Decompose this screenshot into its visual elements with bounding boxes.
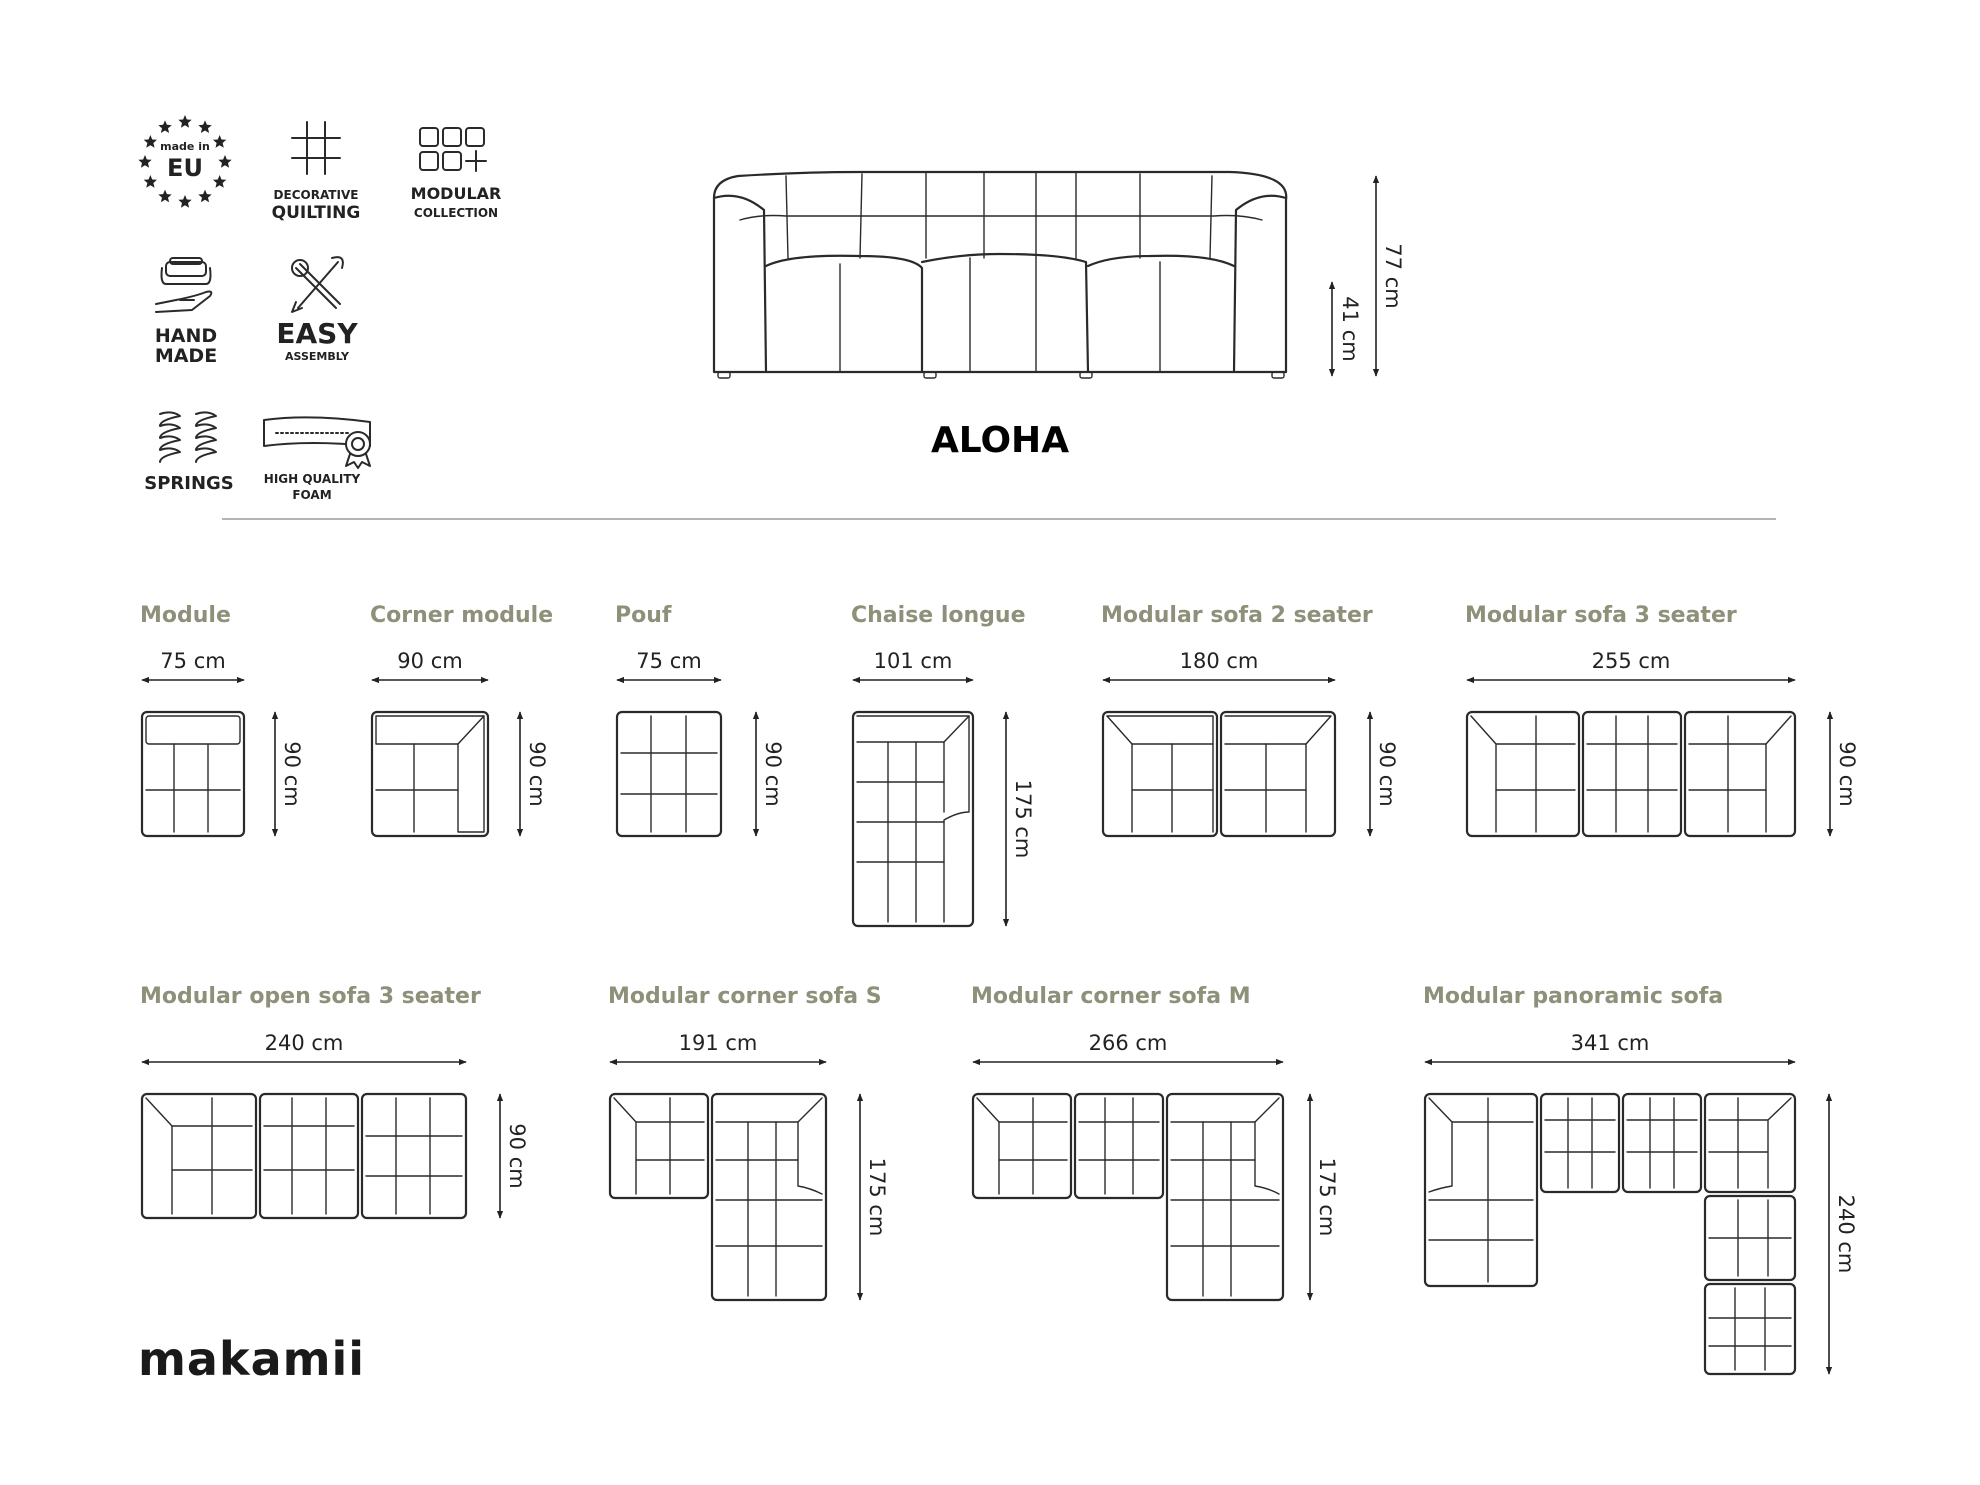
eu-star [158,190,171,203]
makamii-logo: makamii [138,1332,366,1386]
variant-module [140,603,304,836]
variant-pouf [615,603,785,836]
eu-star [198,190,211,203]
eu-star [198,120,211,133]
variant-sofa-3-seater-plan [1467,712,1795,836]
variant-width-label: 341 cm [1570,1031,1650,1055]
variant-title: Corner module [370,603,554,628]
variant-corner-sofa-m [971,984,1339,1300]
made-in-eu-icon [138,115,231,208]
variant-title: Module [140,603,231,628]
variant-width-label: 191 cm [678,1031,758,1055]
variant-corner-module-plan [372,712,488,836]
feature-label-line1: SPRINGS [144,473,234,494]
variant-width-label: 75 cm [636,649,702,673]
decorative-quilting-icon [292,122,340,174]
variant-width-label: 90 cm [397,649,463,673]
feature-label-line1: MODULAR [410,184,502,203]
variant-title: Pouf [615,603,672,628]
variant-corner-sofa-s-plan [610,1094,826,1300]
variant-open-sofa-3-seater-plan [142,1094,466,1218]
eu-star [178,195,191,208]
feature-hand-made [155,258,217,367]
variant-panoramic-sofa [1423,984,1858,1374]
hand-made-icon [156,258,211,312]
feature-made-in-eu [138,115,231,208]
eu-star [144,175,157,188]
feature-label-line1: HAND [154,325,218,347]
feature-label-line1: HIGH QUALITY [263,472,361,486]
feature-label-line2: FOAM [292,488,332,502]
variant-corner-sofa-m-plan [973,1094,1283,1300]
springs-icon [160,412,216,462]
variant-width-label: 255 cm [1591,649,1671,673]
variant-panoramic-sofa-plan [1425,1094,1795,1374]
variant-module-plan [142,712,244,836]
variant-width-label: 101 cm [873,649,953,673]
eu-label: EU [167,154,203,182]
variant-title: Modular sofa 3 seater [1465,603,1737,628]
feature-modular-collection [411,128,502,220]
variant-title: Chaise longue [851,603,1026,628]
high-quality-foam-icon [264,417,370,468]
feature-decorative-quilting [272,122,361,223]
feature-high-quality-foam [264,417,370,502]
variant-title: Modular sofa 2 seater [1101,603,1373,628]
easy-assembly-icon [292,257,343,312]
variant-chaise-longue [851,603,1035,926]
variant-open-sofa-3-seater [140,984,529,1218]
eu-star [144,135,157,148]
hero-height-dimension [1376,176,1405,376]
variant-title: Modular open sofa 3 seater [140,984,481,1009]
hero-sofa-drawing [714,172,1286,378]
variant-title: Modular corner sofa S [608,984,882,1009]
variant-depth-label: 90 cm [1835,741,1859,807]
variant-sofa-3-seater [1465,603,1859,836]
modular-collection-icon [420,128,486,171]
variant-depth-label: 90 cm [1375,741,1399,807]
eu-star [218,155,231,168]
variant-depth-label: 90 cm [525,741,549,807]
variant-width-label: 266 cm [1088,1031,1168,1055]
eu-star [178,115,191,128]
hero-seat-height-label: 41 cm [1338,296,1362,362]
feature-label-line2: COLLECTION [413,206,499,220]
feature-label-line1: EASY [276,317,358,350]
variant-depth-label: 240 cm [1834,1194,1858,1274]
variant-depth-label: 90 cm [505,1123,529,1189]
variant-chaise-longue-plan [853,712,973,926]
variant-sofa-2-seater [1101,603,1399,836]
feature-easy-assembly [276,257,358,363]
eu-star [138,155,151,168]
variant-sofa-2-seater-plan [1103,712,1335,836]
variant-corner-module [370,603,553,836]
feature-label-line2: MADE [154,345,218,367]
variant-corner-sofa-s [608,984,889,1300]
hero-seat-height-dimension [1332,282,1362,376]
variant-width-label: 180 cm [1179,649,1259,673]
variant-depth-label: 90 cm [761,741,785,807]
variant-title: Modular corner sofa M [971,984,1251,1009]
eu-star [158,120,171,133]
made-in-label: made in [160,140,210,153]
variant-depth-label: 175 cm [865,1157,889,1237]
variant-depth-label: 90 cm [280,741,304,807]
product-name: ALOHA [930,420,1070,461]
hero-height-label: 77 cm [1381,243,1405,309]
eu-star [213,175,226,188]
variant-width-label: 75 cm [160,649,226,673]
eu-star [213,135,226,148]
feature-label-line2: QUILTING [271,203,361,223]
feature-springs [144,412,234,494]
variant-depth-label: 175 cm [1315,1157,1339,1237]
feature-label-line1: DECORATIVE [273,188,359,202]
variant-depth-label: 175 cm [1011,779,1035,859]
feature-label-line2: ASSEMBLY [285,350,349,363]
variant-pouf-plan [617,712,721,836]
variant-width-label: 240 cm [264,1031,344,1055]
variant-title: Modular panoramic sofa [1423,984,1724,1009]
